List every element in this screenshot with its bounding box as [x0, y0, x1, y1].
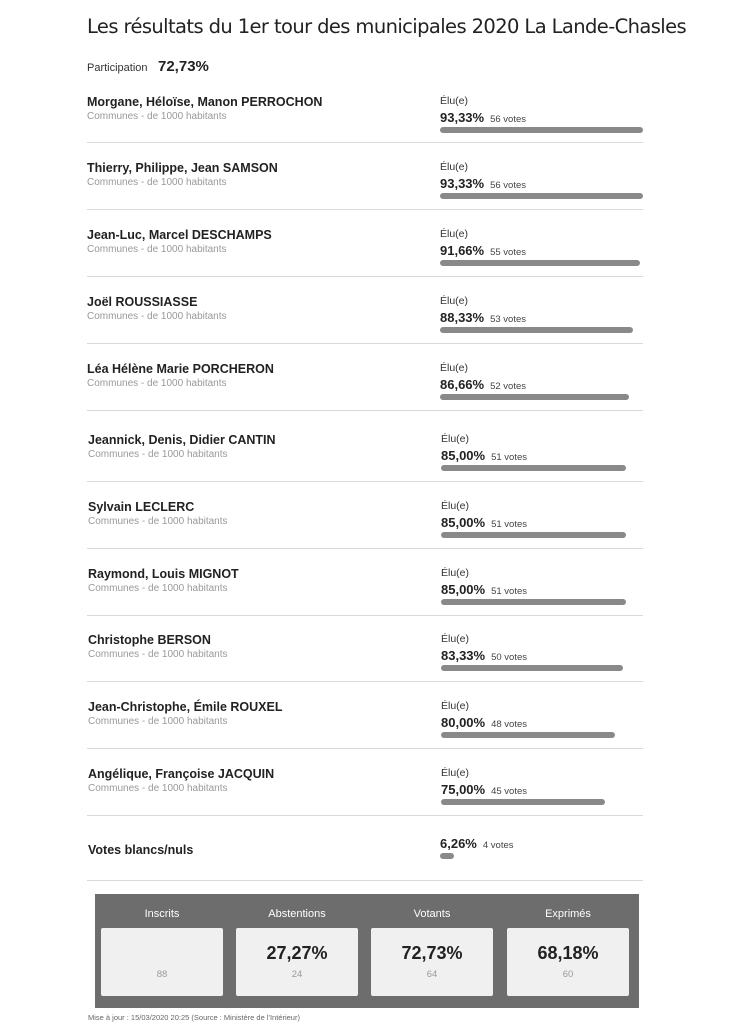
stat-count: 60	[562, 969, 574, 980]
stat-box	[507, 928, 629, 996]
stat-label: Exprimés	[545, 908, 591, 920]
candidate-status: Élu(e)	[440, 228, 469, 240]
candidate-category: Communes - de 1000 habitants	[87, 111, 227, 122]
blank-votes-count: 4 votes	[482, 840, 514, 851]
candidate-category: Communes - de 1000 habitants	[88, 649, 228, 660]
candidate-name: Jean-Christophe, Émile ROUXEL	[88, 700, 283, 714]
candidate-votes: 53 votes	[490, 314, 527, 325]
candidate-bar	[440, 127, 643, 133]
candidate-status: Élu(e)	[441, 567, 470, 579]
blank-votes-row	[87, 814, 643, 881]
stat-label: Abstentions	[268, 908, 326, 920]
candidate-bar	[441, 799, 605, 805]
candidate-votes: 56 votes	[490, 180, 527, 191]
candidate-row	[87, 500, 643, 549]
stat-inscrits	[101, 894, 223, 1008]
candidate-bar	[441, 465, 626, 471]
candidate-percent: 80,00% 48 votes	[441, 715, 528, 730]
candidate-category: Communes - de 1000 habitants	[88, 783, 228, 794]
summary-stats	[95, 894, 639, 1008]
candidate-percent: 93,33% 56 votes	[440, 110, 527, 125]
candidate-name: Joël ROUSSIASSE	[87, 295, 198, 309]
candidate-percent: 75,00% 45 votes	[441, 782, 528, 797]
candidate-name: Christophe BERSON	[88, 633, 211, 647]
candidate-percent: 85,00% 51 votes	[441, 448, 528, 463]
participation-value: 72,73%	[158, 58, 209, 75]
candidate-votes: 55 votes	[490, 247, 527, 258]
stat-count: 24	[291, 969, 303, 980]
candidate-status: Élu(e)	[441, 500, 470, 512]
candidate-category: Communes - de 1000 habitants	[88, 716, 228, 727]
page-title: Les résultats du 1er tour des municipales 2020 La Lande-Chasles	[87, 15, 687, 38]
candidate-status: Élu(e)	[440, 362, 469, 374]
candidate-status: Élu(e)	[441, 633, 470, 645]
candidate-category: Communes - de 1000 habitants	[88, 516, 228, 527]
candidate-status: Élu(e)	[441, 700, 470, 712]
stat-label: Inscrits	[144, 908, 180, 920]
candidate-bar	[440, 327, 633, 333]
candidate-votes: 51 votes	[491, 452, 528, 463]
candidate-row	[87, 161, 643, 210]
stat-box	[236, 928, 358, 996]
stat-label: Votants	[413, 908, 451, 920]
candidate-status: Élu(e)	[440, 295, 469, 307]
stat-value: 72,73%	[401, 943, 463, 963]
candidate-percent: 86,66% 52 votes	[440, 377, 527, 392]
participation	[87, 58, 209, 76]
stat-exprimes	[507, 894, 629, 1008]
candidate-category: Communes - de 1000 habitants	[87, 378, 227, 389]
candidate-row	[87, 95, 643, 143]
blank-votes-label: Votes blancs/nuls	[88, 843, 194, 857]
candidate-row	[87, 228, 643, 277]
candidate-status: Élu(e)	[441, 433, 470, 445]
candidate-votes: 51 votes	[491, 586, 528, 597]
stat-box	[371, 928, 493, 996]
participation-label: Participation	[87, 62, 148, 74]
candidate-name: Angélique, Françoise JACQUIN	[88, 767, 275, 781]
candidate-category: Communes - de 1000 habitants	[87, 311, 227, 322]
candidate-bar	[440, 260, 640, 266]
candidate-status: Élu(e)	[440, 161, 469, 173]
candidate-bar	[440, 394, 629, 400]
candidate-name: Thierry, Philippe, Jean SAMSON	[87, 161, 278, 175]
candidate-status: Élu(e)	[441, 767, 470, 779]
candidate-percent: 93,33% 56 votes	[440, 176, 527, 191]
candidate-percent: 85,00% 51 votes	[441, 582, 528, 597]
candidate-row	[87, 567, 643, 616]
candidate-votes: 52 votes	[490, 381, 527, 392]
candidate-percent: 85,00% 51 votes	[441, 515, 528, 530]
candidate-name: Jeannick, Denis, Didier CANTIN	[88, 433, 276, 447]
candidate-category: Communes - de 1000 habitants	[88, 583, 228, 594]
candidate-row	[87, 767, 643, 816]
blank-votes-bar	[440, 853, 454, 859]
candidate-votes: 51 votes	[491, 519, 528, 530]
candidate-category: Communes - de 1000 habitants	[87, 177, 227, 188]
candidate-bar	[441, 665, 623, 671]
candidate-percent: 88,33% 53 votes	[440, 310, 527, 325]
update-footer: Mise à jour : 15/03/2020 20:25 (Source : Ministère de l'Intérieur)	[88, 1013, 300, 1022]
candidate-votes: 45 votes	[491, 786, 528, 797]
stat-box	[101, 928, 223, 996]
stat-abstentions	[236, 894, 358, 1008]
candidate-votes: 48 votes	[491, 719, 528, 730]
stat-votants	[371, 894, 493, 1008]
candidate-row	[87, 362, 643, 411]
candidate-category: Communes - de 1000 habitants	[87, 244, 227, 255]
candidate-name: Léa Hélène Marie PORCHERON	[87, 362, 274, 376]
candidate-bar	[440, 193, 643, 199]
candidate-row	[87, 700, 643, 749]
candidate-name: Raymond, Louis MIGNOT	[88, 567, 239, 581]
blank-votes-percent: 6,26% 4 votes	[440, 836, 514, 851]
candidate-status: Élu(e)	[440, 95, 469, 107]
candidate-percent: 91,66% 55 votes	[440, 243, 527, 258]
candidate-name: Sylvain LECLERC	[88, 500, 195, 514]
candidate-bar	[441, 599, 626, 605]
candidate-category: Communes - de 1000 habitants	[88, 449, 228, 460]
candidate-row	[87, 295, 643, 344]
candidate-bar	[441, 532, 626, 538]
candidate-name: Morgane, Héloïse, Manon PERROCHON	[87, 95, 323, 109]
stat-value: 68,18%	[537, 943, 599, 963]
candidate-votes: 50 votes	[491, 652, 528, 663]
stat-count: 64	[426, 969, 438, 980]
candidate-row	[87, 433, 643, 482]
candidate-percent: 83,33% 50 votes	[441, 648, 528, 663]
candidate-row	[87, 633, 643, 682]
candidate-bar	[441, 732, 615, 738]
candidate-name: Jean-Luc, Marcel DESCHAMPS	[87, 228, 272, 242]
stat-value: 27,27%	[266, 943, 328, 963]
stat-count: 88	[156, 969, 168, 980]
candidate-votes: 56 votes	[490, 114, 527, 125]
